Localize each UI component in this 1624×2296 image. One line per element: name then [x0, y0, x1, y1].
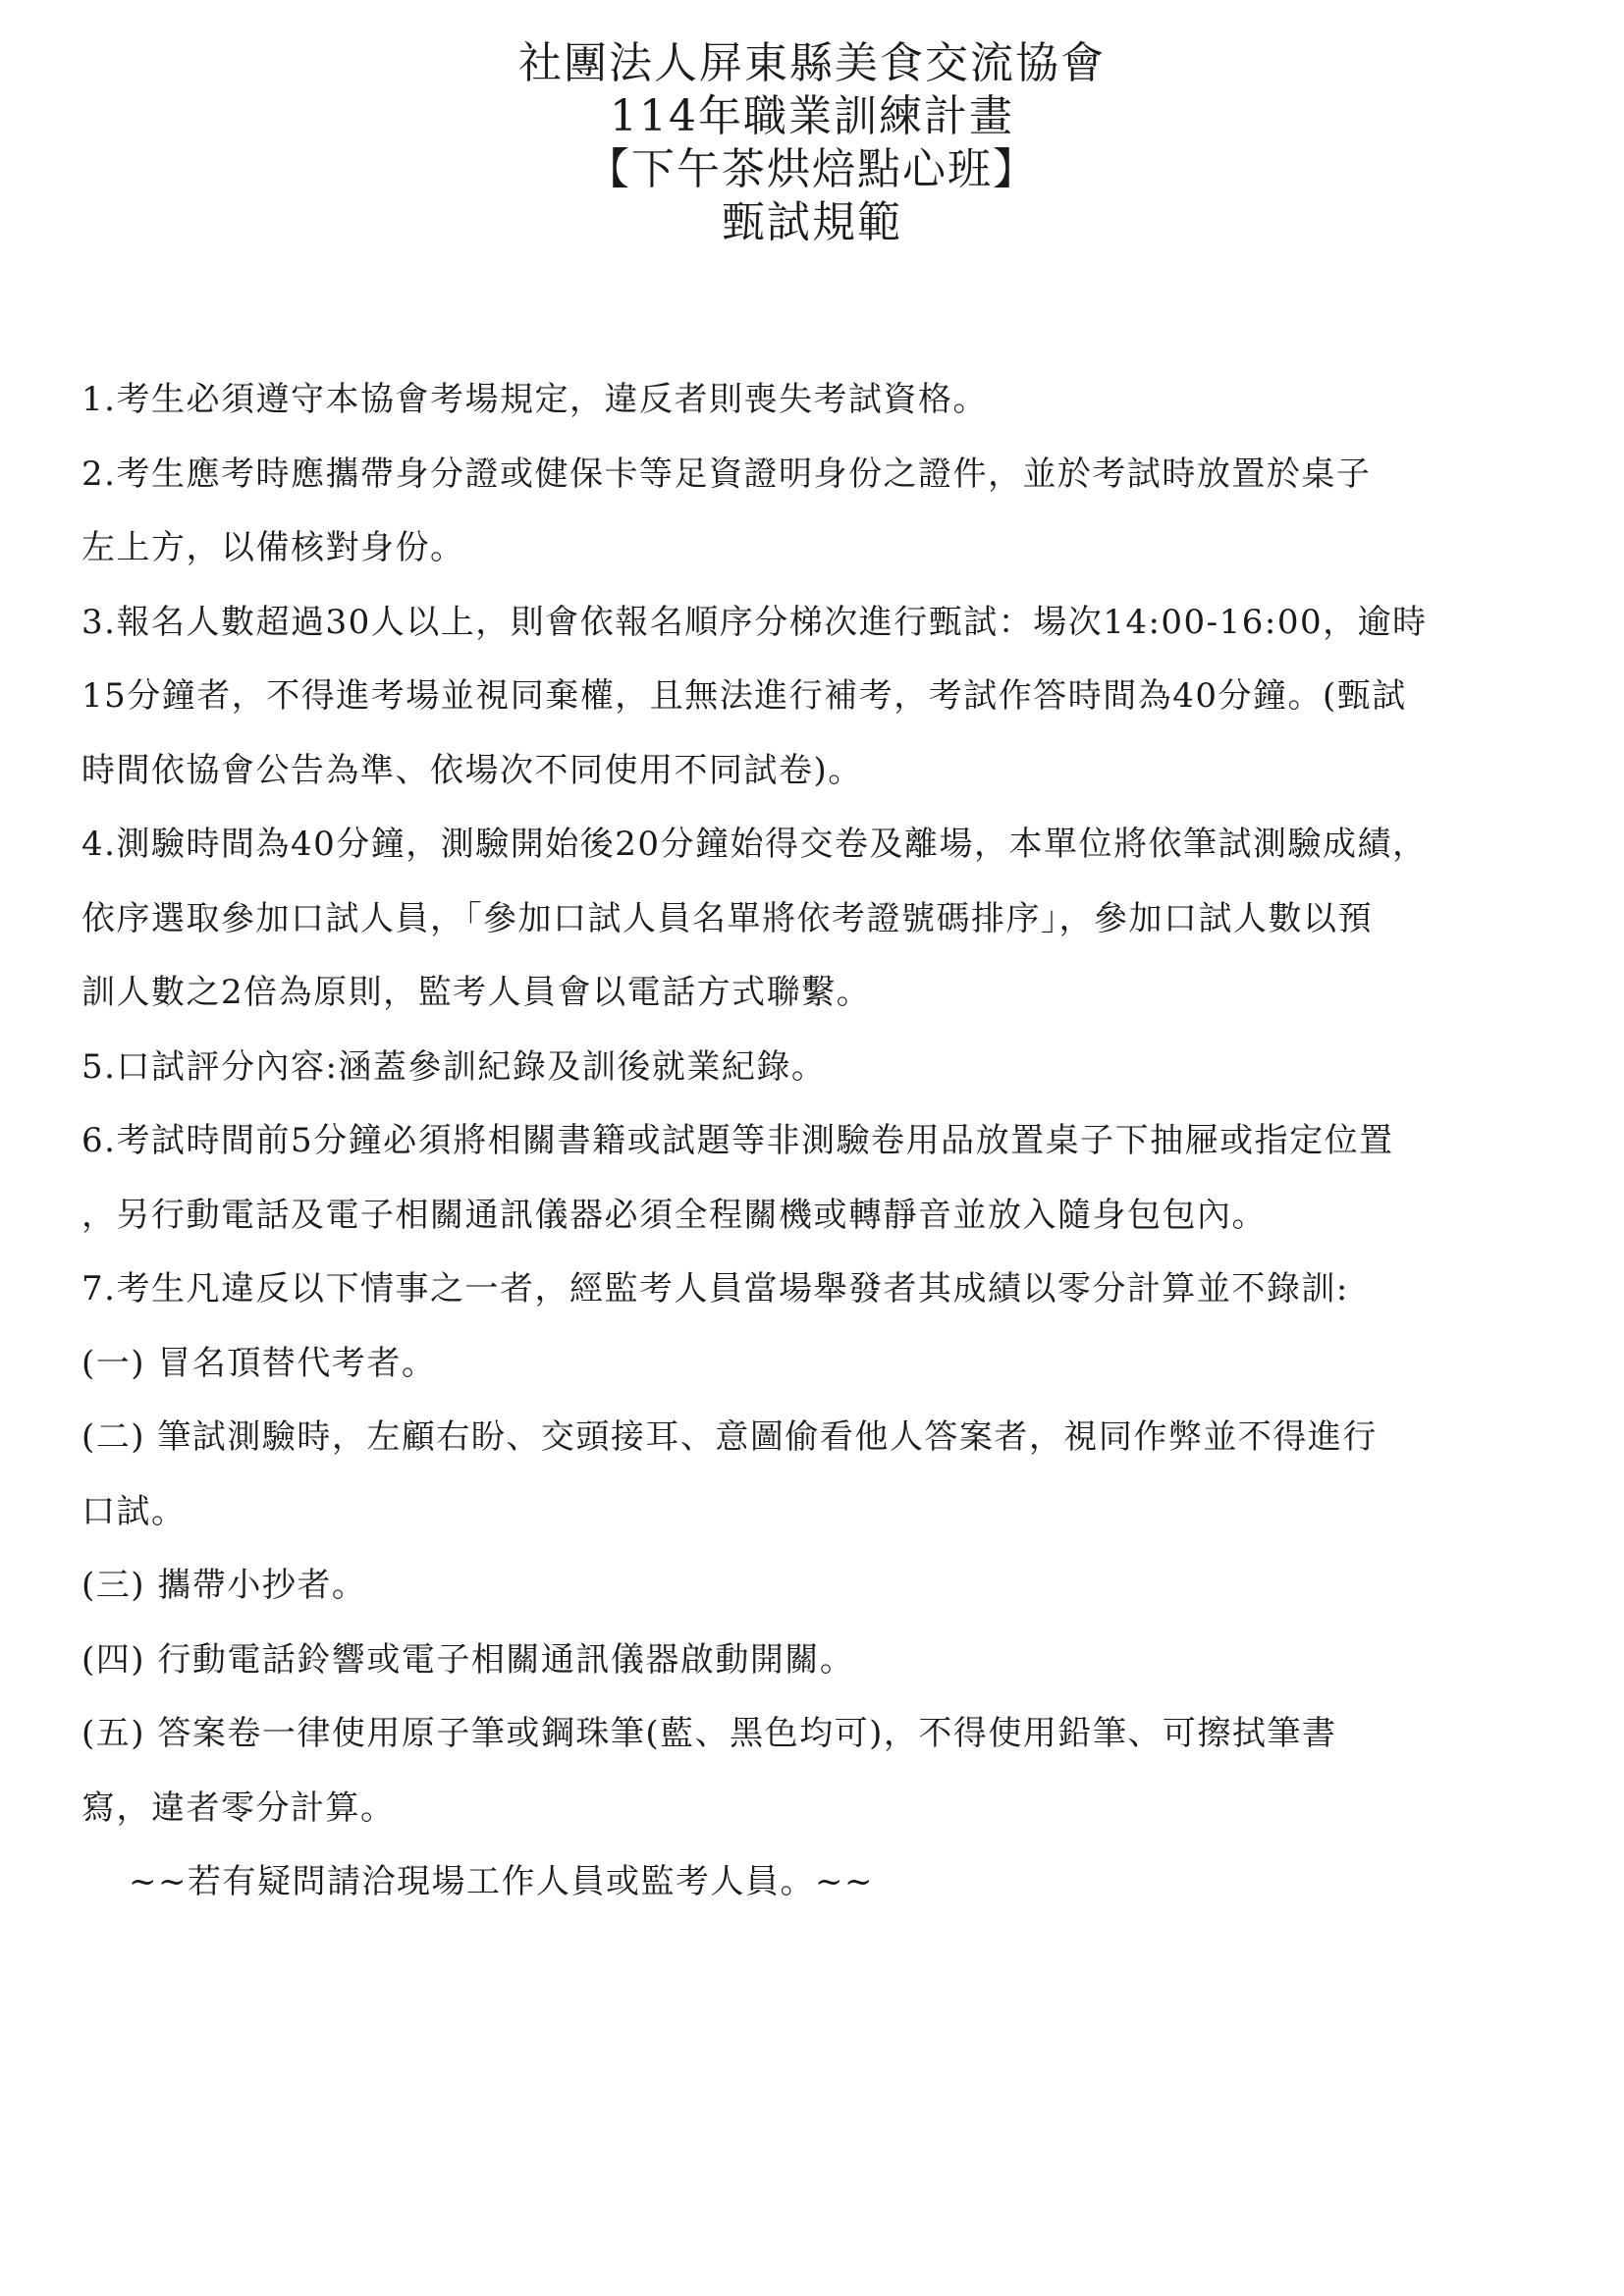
document-title-block [0, 37, 1624, 249]
violation-item: 口試。 [81, 1491, 187, 1531]
rule-line: 1.考生必須遵守本協會考場規定，違反者則喪失考試資格。 [81, 380, 988, 419]
violation-item: (五) 答案卷一律使用原子筆或鋼珠筆(藍、黑色均可)，不得使用鉛筆、可擦拭筆書 [81, 1714, 1337, 1753]
rule-line: 6.考試時間前5分鐘必須將相關書籍或試題等非測驗卷用品放置桌子下抽屜或指定位置 [81, 1121, 1394, 1160]
rule-line: 5.口試評分內容:涵蓋參訓紀錄及訓後就業紀錄。 [81, 1046, 827, 1087]
violation-item: (四) 行動電話鈴響或電子相關通訊儀器啟動開關。 [81, 1639, 855, 1680]
violation-item: 寫，違者零分計算。 [81, 1788, 396, 1828]
violation-item: (三) 攜帶小抄者。 [81, 1566, 367, 1605]
rule-line: 左上方，以備核對身份。 [81, 528, 465, 567]
violation-item: (二) 筆試測驗時，左顧右盼、交頭接耳、意圖偷看他人答案者，視同作弊並不得進行 [81, 1417, 1378, 1457]
plan-title: 114年職業訓練計畫 [610, 91, 1014, 141]
footer-note: ~~若有疑問請洽現場工作人員或監考人員。~~ [129, 1862, 874, 1901]
rule-line: 2.考生應考時應攜帶身分證或健保卡等足資證明身份之證件，並於考試時放置於桌子 [81, 454, 1372, 494]
violation-item: (一) 冒名頂替代考者。 [81, 1343, 437, 1383]
rules-body [81, 363, 1554, 1920]
organization-title: 社團法人屏東縣美食交流協會 [518, 38, 1106, 88]
rule-line: 3.報名人數超過30人以上，則會依報名順序分梯次進行甄試：場次14:00-16:00，逾時 [81, 602, 1428, 642]
rule-line: 時間依協會公告為準、依場次不同使用不同試卷)。 [81, 750, 863, 790]
rule-line: 7.考生凡違反以下情事之一者，經監考人員當場舉發者其成績以零分計算並不錄訓: [81, 1269, 1349, 1308]
rule-line: 依序選取參加口試人員，「參加口試人員名單將依考證號碼排序」，參加口試人數以預 [81, 898, 1373, 938]
rule-line: 15分鐘者，不得進考場並視同棄權，且無法進行補考，考試作答時間為40分鐘。(甄試 [81, 676, 1407, 716]
document-heading: 甄試規範 [722, 197, 902, 247]
course-title: 【下午茶烘焙點心班】 [586, 144, 1038, 194]
rule-line: 4.測驗時間為40分鐘，測驗開始後20分鐘始得交卷及離場，本單位將依筆試測驗成績， [81, 825, 1428, 864]
rule-line: 訓人數之2倍為原則，監考人員會以電話方式聯繫。 [81, 973, 872, 1012]
rule-line: ，另行動電話及電子相關通訊儀器必須全程關機或轉靜音並放入隨身包包內。 [81, 1195, 1267, 1235]
